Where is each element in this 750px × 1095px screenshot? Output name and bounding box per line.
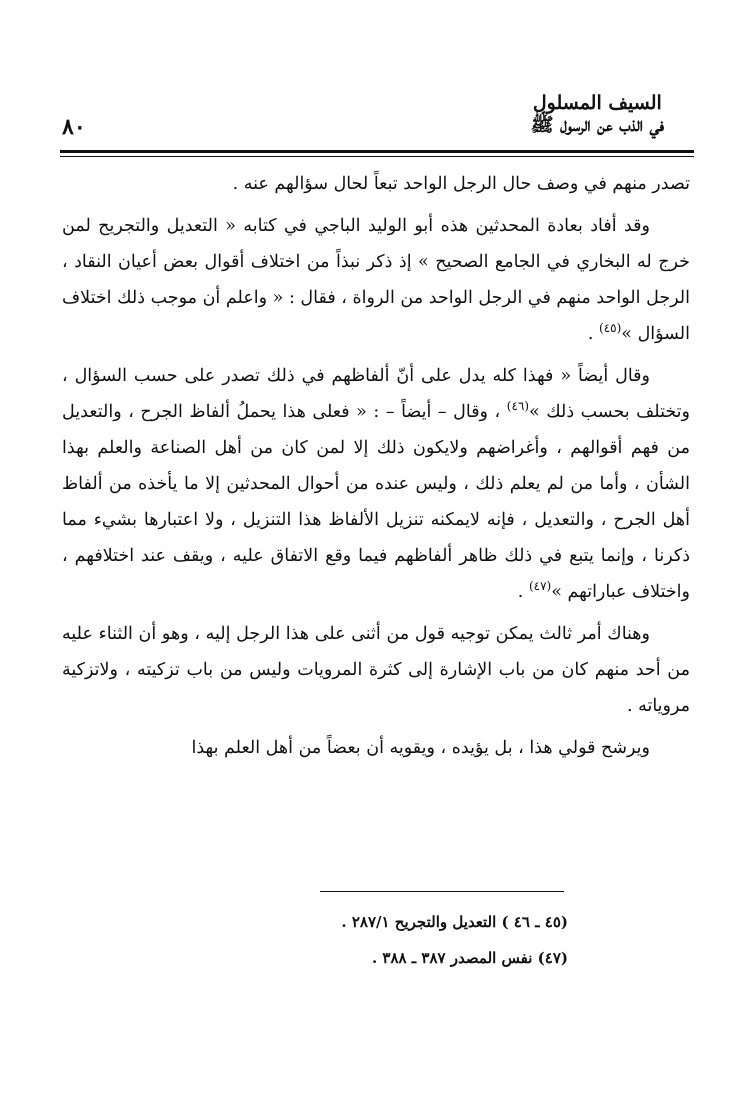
footnote-45-46: (٤٥ ـ ٤٦ ) التعديل والتجريح ٢٨٧/١ . — [341, 913, 568, 931]
footnotes — [62, 904, 568, 976]
footnote-ref-47: (٤٧) — [528, 579, 552, 594]
header-rule-thin — [60, 156, 694, 157]
footnote-ref-45: (٤٥) — [599, 321, 622, 336]
paragraph-3: وقال أيضاً « فهذا كله يدل على أنّ ألفاظهم في ذلك تصدر على حسب السؤال ، وتختلف بحسب ذلك »$^{(٤٦)}$ ، وقال – أيضاً – : « فعلى هذا يحملُ ألفاظ الجرح ، والتعديل من فهم أقوالهم ، وأغراضهم ولايكون ذلك إلا لمن كان من أهل الصناعة والعلم بهذا الشأن ، وأما من لم يعلم ذلك ، وليس عنده من أحوال المحدثين إلا ما يأخذه من ألفاظ أهل الجرح ، والتعديل ، فإنه لايمكنه تنزيل الألفاظ هذا التنزيل ، ولا اعتبارها بشيء مما ذكرنا ، وإنما يتبع في ذلك ظاهر ألفاظهم فيما وقع الاتفاق عليه ، ويقف عند اختلافهم ، واختلاف عباراتهم »$^{(٤٧)}$ . — [62, 366, 690, 602]
paragraph-5: ويرشح قولي هذا ، بل يؤيده ، ويقويه أن بعضاً من أهل العلم بهذا — [191, 738, 650, 758]
running-title — [531, 92, 664, 136]
running-header — [60, 92, 692, 150]
paragraph-2: وقد أفاد بعادة المحدثين هذه أبو الوليد الباجي في كتابه « التعديل والتجريح لمن خرج له البخاري في الجامع الصحيح » إذ ذكر نبذاً من اختلاف أقوال بعض أعيان النقاد ، الرجل الواحد منهم في الرجل الواحد من الرواة ، فقال : « واعلم أن موجب ذلك اختلاف السؤال »$^{(٤٥)}$ . — [62, 216, 690, 344]
header-rule-thick — [60, 150, 694, 153]
running-title-line1: السيف المسلول — [532, 92, 662, 114]
page-number: ٨٠ — [62, 114, 86, 140]
paragraph-4: وهناك أمر ثالث يمكن توجيه قول من أثنى على هذا الرجل إليه ، وهو أن الثناء عليه من أحد منهم كان من باب الإشارة إلى كثرة المرويات وليس من باب تزكيته ، ولاتزكية مروياته . — [62, 624, 690, 716]
footnote-separator — [320, 891, 564, 892]
paragraph-1: تصدر منهم في وصف حال الرجل الواحد تبعاً لحال سؤالهم عنه . — [232, 174, 690, 194]
main-text — [62, 166, 690, 772]
footnote-47: (٤٧) نفس المصدر ٣٨٧ ـ ٣٨٨ . — [371, 949, 568, 967]
running-title-line2: في الذب عن الرسول ﷺ — [530, 114, 664, 136]
footnote-ref-46: (٤٦) — [506, 399, 530, 414]
